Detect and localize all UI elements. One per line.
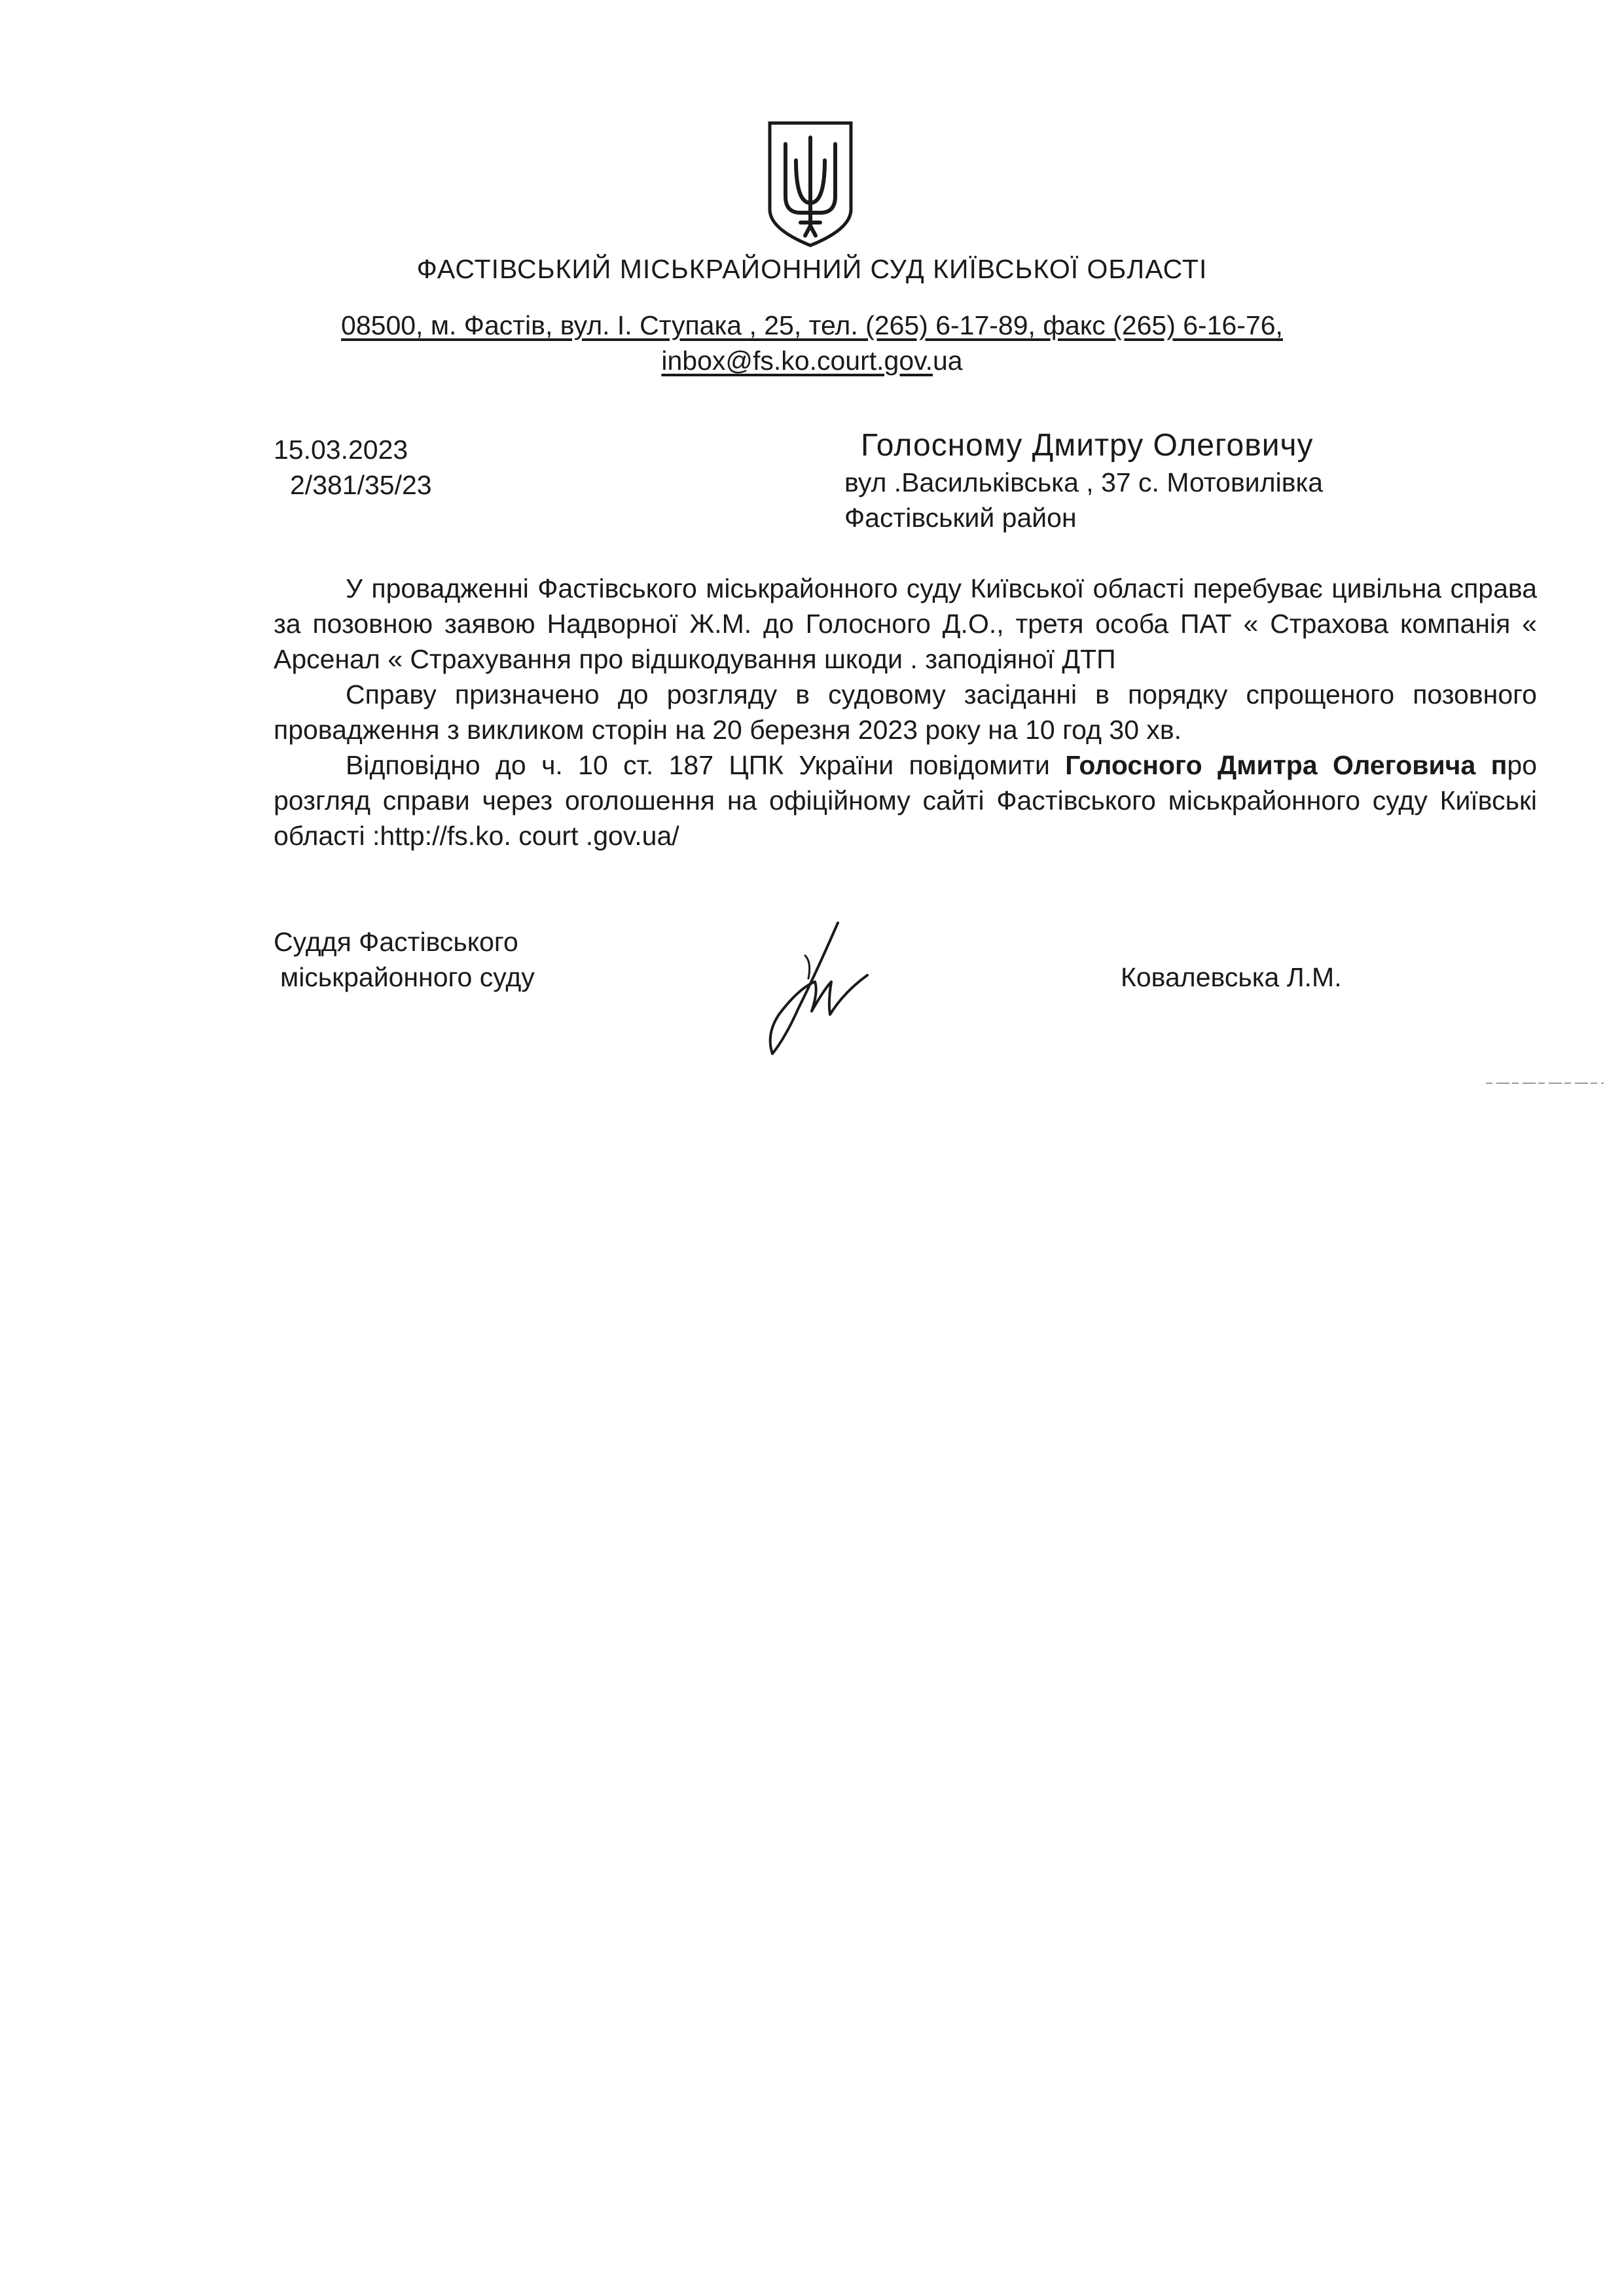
position-line-2: міськрайонного суду [280,962,535,992]
court-name: ФАСТІВСЬКИЙ МІСЬКРАЙОННИЙ СУД КИЇВСЬКОЇ ОБЛАСТІ [416,254,1208,284]
body-paragraph-2: Справу призначено до розгляду в судовому засіданні в порядку спрощеного позовного провадження з викликом сторін на 20 березня 2023 року на 10 год 30 хв. [274,679,1537,745]
court-address-line: 08500, м. Фастів, вул. І. Ступака , 25, тел. (265) 6-17-89, факс (265) 6-16-76, [341,310,1283,340]
position-line-1: Суддя Фастівського [274,927,518,957]
court-email[interactable]: inbox@fs.ko.court.gov. [661,346,933,376]
recipient-address-line1: вул .Васильківська , 37 с. Мотовилівка [844,467,1324,497]
body-paragraph-3 [274,747,1537,853]
body-paragraph-1: У провадженні Фастівського міськрайонного суду Київської області перебуває цивільна справа за позовною заявою Надворної Ж.М. до Голосного Д.О., третя особа ПАТ « Страхова компанія « Арсенал « Страхування про відшкодування шкоди . заподіяної ДТП [274,573,1537,674]
body-paragraph-3-bold: Голосного Дмитра Олеговича п [1065,750,1507,780]
judge-name: Ковалевська Л.М. [1121,962,1342,992]
handwritten-signature [753,916,897,1060]
scan-artifact [1486,1081,1604,1085]
body-paragraph-3-end: ро розгляд справи через оголошення на офіційному сайті Фастівського міськрайонного суду Київські області :http://fs.ko. court .gov.ua/ [274,750,1537,851]
court-email-tail: ua [933,346,963,376]
case-number: 2/381/35/23 [290,470,432,500]
ukraine-trident-icon [765,118,856,249]
document-date: 15.03.2023 [274,435,408,465]
letter-body [274,571,1537,853]
signatory-position [274,924,535,995]
recipient-address-line2: Фастівський район [844,503,1077,533]
recipient-name: Голосному Дмитру Олеговичу [861,428,1314,463]
recipient-block [844,427,1323,535]
court-address [0,308,1624,378]
document-meta [274,432,432,503]
body-paragraph-3-start: Відповідно до ч. 10 ст. 187 ЦПК України повідомити [346,750,1066,780]
